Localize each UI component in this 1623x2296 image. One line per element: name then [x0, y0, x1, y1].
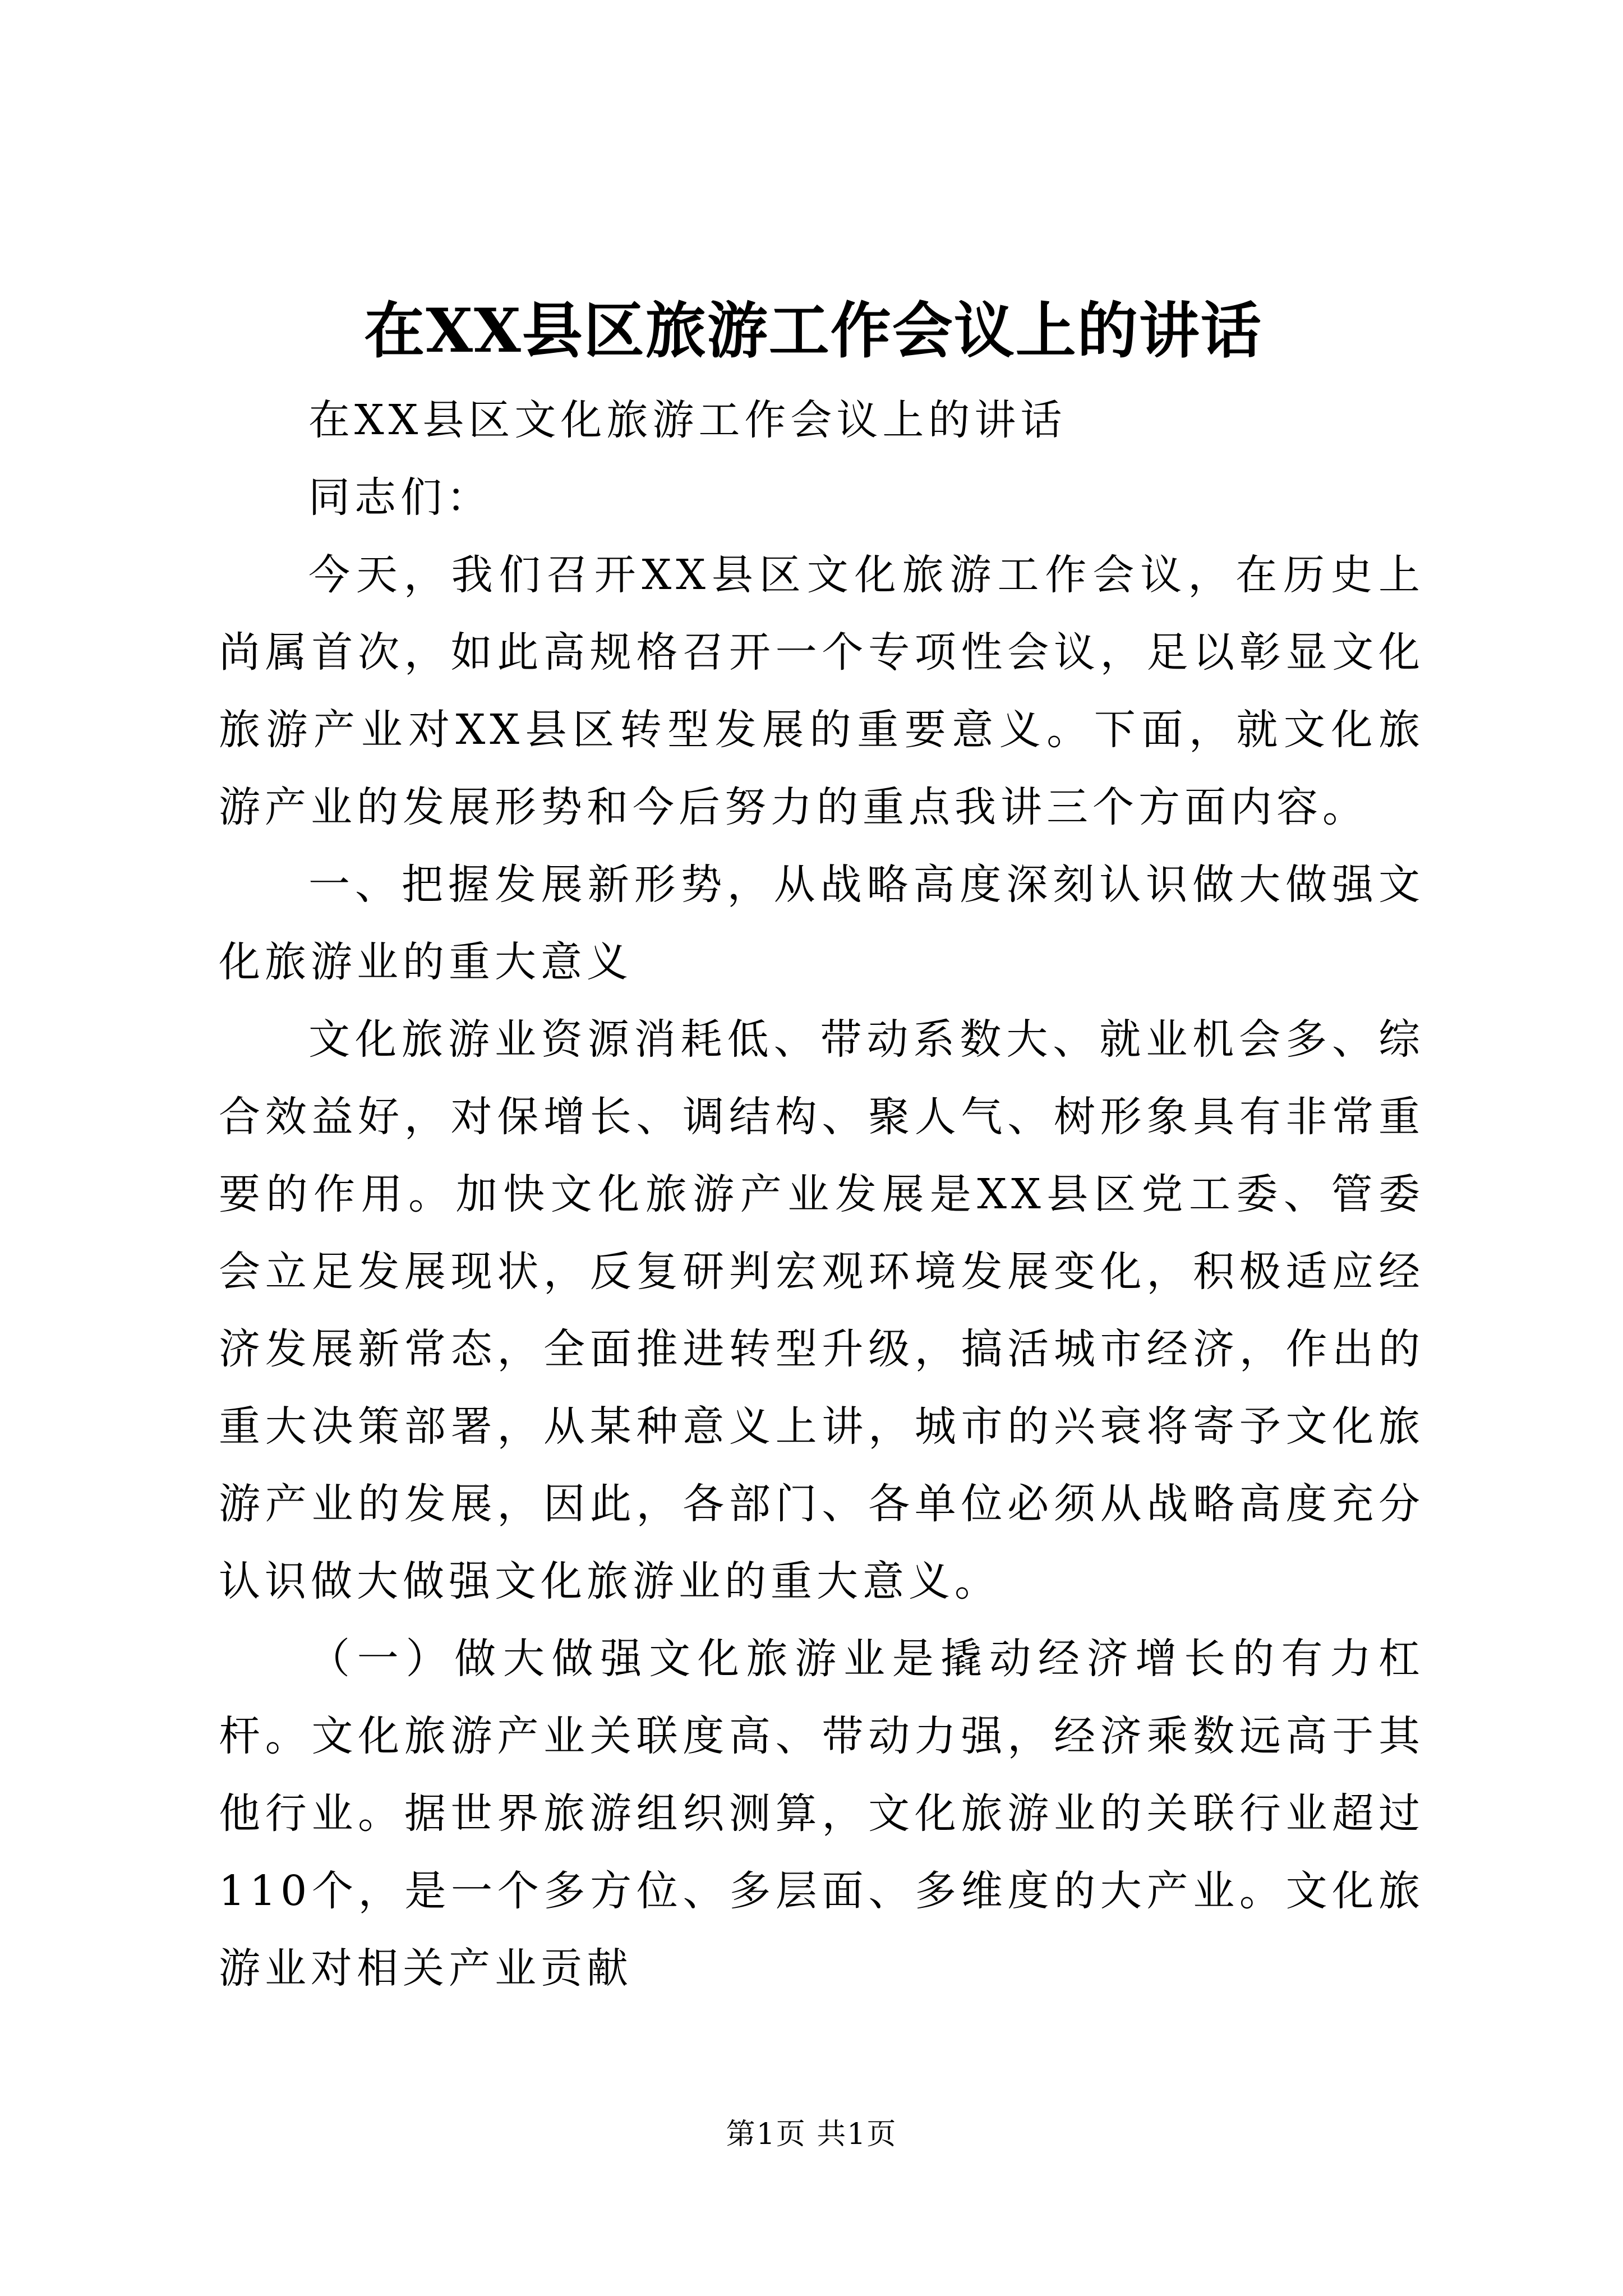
- paragraph-salutation: 同志们：: [308, 473, 492, 522]
- paragraph-section-body: 文化旅游业资源消耗低、带动系数大、就业机会多、综合效益好，对保增长、调结构、聚人气、树形象具有非常重要的作用。加快文化旅游产业发展是XX县区党工委、管委会立足发展现状，反复研判宏观环境发展变化，积极适应经济发展新常态，全面推进转型升级，搞活城市经济，作出的重大决策部署，从某种意义上讲，城市的兴衰将寄予文化旅游产业的发展，因此，各部门、各单位必须从战略高度充分认识做大做强文化旅游业的重大意义。: [219, 1015, 1424, 1605]
- paragraph-intro: 今天，我们召开XX县区文化旅游工作会议，在历史上尚属首次，如此高规格召开一个专项性会议，足以彰显文化旅游产业对XX县区转型发展的重要意义。下面，就文化旅游产业的发展形势和今后努力的重点我讲三个方面内容。: [219, 551, 1424, 831]
- document-title: 在XX县区旅游工作会议上的讲话: [364, 296, 1262, 366]
- page-footer: 第1页 共1页: [726, 2118, 897, 2151]
- paragraph-section-heading: 一、把握发展新形势，从战略高度深刻认识做大做强文化旅游业的重大意义: [219, 861, 1424, 986]
- paragraph-point-one: （一）做大做强文化旅游业是撬动经济增长的有力杠杆。文化旅游产业关联度高、带动力强，经济乘数远高于其他行业。据世界旅游组织测算，文化旅游业的关联行业超过110个，是一个多方位、多层面、多维度的大产业。文化旅游业对相关产业贡献: [219, 1635, 1424, 1993]
- document-body: [219, 381, 1424, 2007]
- paragraph-subtitle: 在XX县区文化旅游工作会议上的讲话: [308, 396, 1067, 444]
